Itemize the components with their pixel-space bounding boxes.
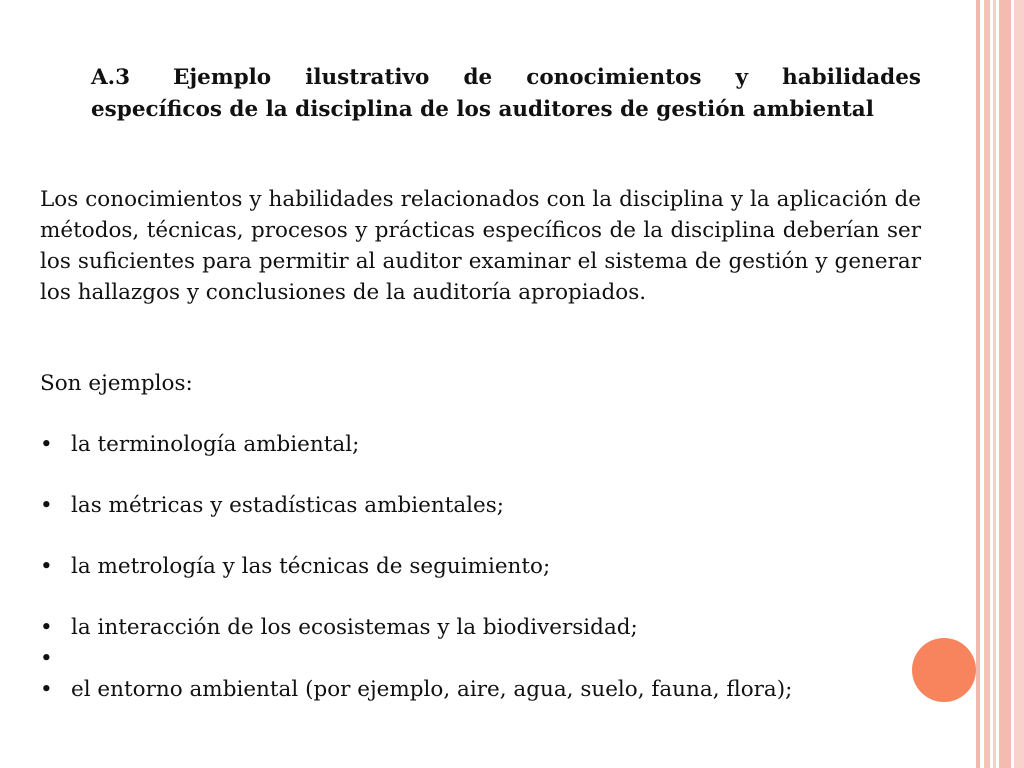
bullet-icon: • (40, 432, 53, 457)
section-title: Ejemplo ilustrativo de conocimientos y habilidades específicos de la disciplina de los auditores de gestión ambiental (91, 65, 921, 122)
bullet-icon: • (40, 493, 53, 518)
decorative-stripe (984, 0, 990, 768)
list-item (40, 429, 359, 460)
list-item-text: la terminología ambiental; (71, 432, 360, 457)
list-item (40, 643, 71, 674)
bullet-icon: • (40, 615, 53, 640)
decorative-stripe (993, 0, 996, 768)
bullet-icon: • (40, 646, 53, 671)
list-item-text: el entorno ambiental (por ejemplo, aire, agua, suelo, fauna, flora); (71, 677, 793, 702)
decorative-stripe (976, 0, 980, 768)
list-item-text: las métricas y estadísticas ambientales; (71, 493, 505, 518)
decorative-circle (912, 638, 976, 702)
section-number: A.3 (91, 65, 131, 90)
list-item-text: la metrología y las técnicas de seguimiento; (71, 554, 551, 579)
decorative-stripe (999, 0, 1011, 768)
list-item (40, 674, 792, 705)
section-heading (91, 62, 921, 126)
list-item (40, 490, 504, 521)
list-item (40, 551, 550, 582)
bullet-icon: • (40, 554, 53, 579)
list-item-text: la interacción de los ecosistemas y la biodiversidad; (71, 615, 638, 640)
examples-intro: Son ejemplos: (40, 371, 193, 396)
list-item (40, 612, 638, 643)
bullet-icon: • (40, 677, 53, 702)
decorative-stripe (1014, 0, 1024, 768)
body-paragraph: Los conocimientos y habilidades relacionados con la disciplina y la aplicación de métodos, técnicas, procesos y prácticas específicos de la disciplina deberían ser los suficientes para permitir al auditor examinar el sistema de gestión y generar los hallazgos y conclusiones de la auditoría apropiados. (40, 187, 921, 305)
